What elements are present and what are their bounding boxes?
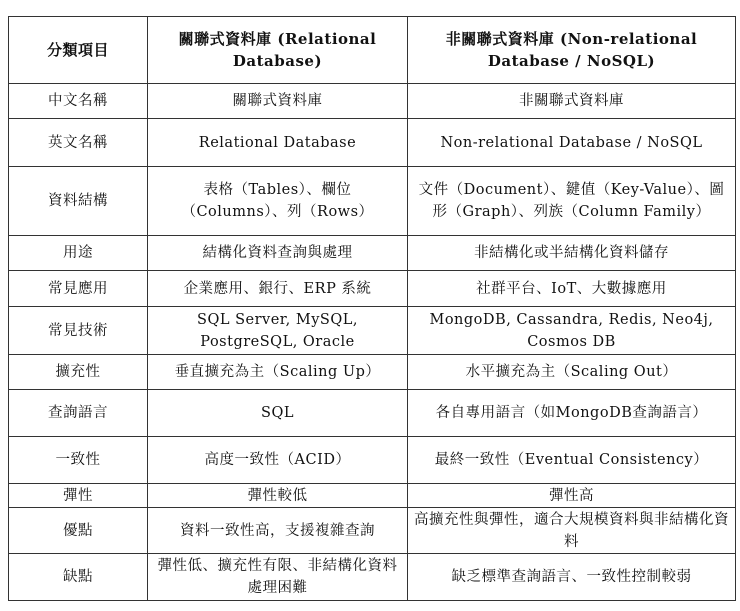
row-category-cell: 常見應用 xyxy=(9,271,148,307)
row-category-cell: 缺點 xyxy=(9,554,148,601)
relational-cell: 表格（Tables）、欄位（Columns）、列（Rows） xyxy=(148,167,408,236)
relational-cell: SQL Server, MySQL, PostgreSQL, Oracle xyxy=(148,307,408,355)
nonrelational-cell: 社群平台、IoT、大數據應用 xyxy=(408,271,736,307)
row-category-cell: 英文名稱 xyxy=(9,119,148,167)
table-row xyxy=(9,437,736,484)
relational-cell: 彈性較低 xyxy=(148,484,408,508)
row-category-cell: 擴充性 xyxy=(9,355,148,390)
nonrelational-cell: 彈性高 xyxy=(408,484,736,508)
nonrelational-cell: 缺乏標準查詢語言、一致性控制較弱 xyxy=(408,554,736,601)
row-category-cell: 查詢語言 xyxy=(9,390,148,437)
table-row xyxy=(9,84,736,119)
relational-cell: 結構化資料查詢與處理 xyxy=(148,236,408,271)
nonrelational-cell: MongoDB, Cassandra, Redis, Neo4j, Cosmos DB xyxy=(408,307,736,355)
relational-cell: 高度一致性（ACID） xyxy=(148,437,408,484)
nonrelational-cell: 最終一致性（Eventual Consistency） xyxy=(408,437,736,484)
table-row xyxy=(9,236,736,271)
nonrelational-cell: 文件（Document）、鍵值（Key-Value）、圖形（Graph）、列族（Column Family） xyxy=(408,167,736,236)
nonrelational-cell: Non-relational Database / NoSQL xyxy=(408,119,736,167)
row-category-cell: 一致性 xyxy=(9,437,148,484)
header-nonrelational: 非關聯式資料庫 (Non-relational Database / NoSQL) xyxy=(408,17,736,84)
nonrelational-cell: 非結構化或半結構化資料儲存 xyxy=(408,236,736,271)
row-category-cell: 優點 xyxy=(9,508,148,554)
relational-cell: 彈性低、擴充性有限、非結構化資料處理困難 xyxy=(148,554,408,601)
table-row xyxy=(9,508,736,554)
table-row xyxy=(9,167,736,236)
table-row xyxy=(9,307,736,355)
relational-cell: Relational Database xyxy=(148,119,408,167)
relational-cell: 關聯式資料庫 xyxy=(148,84,408,119)
row-category-cell: 彈性 xyxy=(9,484,148,508)
nonrelational-cell: 水平擴充為主（Scaling Out） xyxy=(408,355,736,390)
nonrelational-cell: 非關聯式資料庫 xyxy=(408,84,736,119)
header-category: 分類項目 xyxy=(9,17,148,84)
relational-cell: 資料一致性高，支援複雜查詢 xyxy=(148,508,408,554)
nonrelational-cell: 高擴充性與彈性，適合大規模資料與非結構化資料 xyxy=(408,508,736,554)
table-row xyxy=(9,484,736,508)
row-category-cell: 資料結構 xyxy=(9,167,148,236)
relational-cell: 垂直擴充為主（Scaling Up） xyxy=(148,355,408,390)
table-row xyxy=(9,390,736,437)
table-row xyxy=(9,355,736,390)
table-row xyxy=(9,271,736,307)
comparison-table xyxy=(8,16,736,601)
table-row xyxy=(9,119,736,167)
row-category-cell: 中文名稱 xyxy=(9,84,148,119)
relational-cell: 企業應用、銀行、ERP 系統 xyxy=(148,271,408,307)
nonrelational-cell: 各自專用語言（如MongoDB查詢語言） xyxy=(408,390,736,437)
relational-cell: SQL xyxy=(148,390,408,437)
row-category-cell: 用途 xyxy=(9,236,148,271)
header-row xyxy=(9,17,736,84)
header-relational: 關聯式資料庫 (Relational Database) xyxy=(148,17,408,84)
row-category-cell: 常見技術 xyxy=(9,307,148,355)
table-row xyxy=(9,554,736,601)
